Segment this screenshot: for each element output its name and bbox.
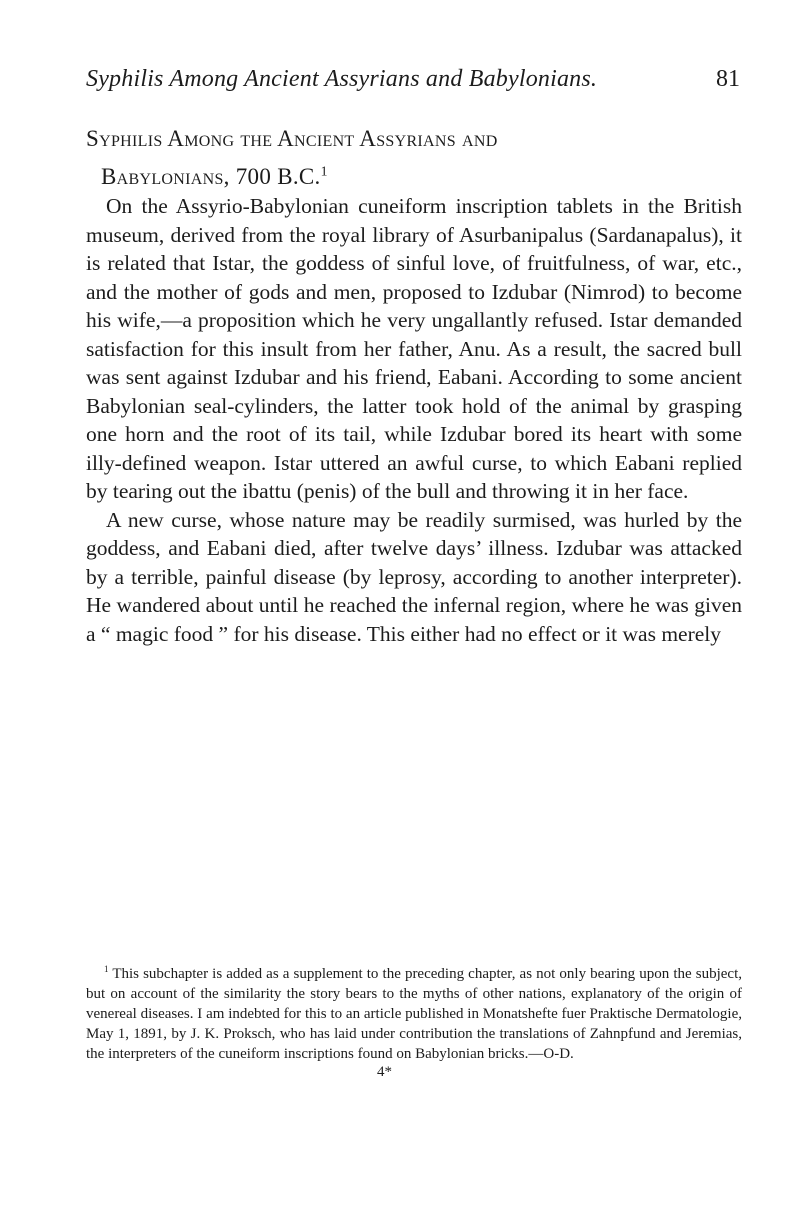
signature-mark: 4* (377, 1064, 392, 1080)
footnote (86, 964, 742, 1064)
chapter-title-line-2-wrap (86, 158, 740, 196)
running-head (86, 66, 740, 100)
footnote-text: This subchapter is added as a supplement to the preceding chapter, as not only bearing upon the subject, but on account of the similarity the story bears to the myths of other nations, explanatory of the origin of venereal diseases. I am indebted for this to an article published in Monatshefte fuer Praktische Dermatologie, May 1, 1891, by J. K. Proksch, who has laid under contribution the translations of Zahnpfund and Jeremias, the interpreters of the cuneiform inscriptions found on Babylonian bricks.—O-D. (86, 966, 742, 1062)
page-number: 81 (716, 66, 740, 92)
footnote-marker: 1 (104, 964, 109, 974)
chapter-title-line-1: Syphilis Among the Ancient Assyrians and (86, 126, 498, 151)
paragraph-2: A new curse, whose nature may be readily surmised, was hurled by the goddess, and Eabani died, after twelve days’ illness. Izdubar was attacked by a terrible, painful disease (by leprosy, according to another interpreter). He wandered about until he reached the infernal region, where he was given a “ magic food ” for his disease. This either had no effect or it was merely (86, 507, 742, 646)
footnote-reference: 1 (320, 163, 328, 179)
paragraph-1: On the Assyrio-Babylonian cuneiform inscription tablets in the British museum, derived from the royal library of Asurbanipalus (Sardanapalus), it is related that Istar, the goddess of sinful love, of fruitfulness, of war, etc., and the mother of gods and men, proposed to Izdubar (Nimrod) to become his wife,—a proposition which he very ungallantly refused. Istar demanded satisfaction for this insult from her father, Anu. As a result, the sacred bull was sent against Izdubar and his friend, Eabani. According to some ancient Babylonian seal-cylinders, the latter took hold of the animal by grasping one horn and the root of its tail, while Izdubar bored its heart with some illy-defined weapon. Istar uttered an awful curse, to which Eabani replied by tearing out the ibattu (penis) of the bull and throwing it in her face. (86, 194, 742, 503)
body-text (86, 192, 742, 648)
chapter-title (86, 120, 740, 196)
footnotes (86, 964, 742, 1064)
chapter-title-line-2: Babylonians, 700 B.C. (101, 164, 321, 189)
running-title: Syphilis Among Ancient Assyrians and Babylonians. (86, 66, 598, 92)
